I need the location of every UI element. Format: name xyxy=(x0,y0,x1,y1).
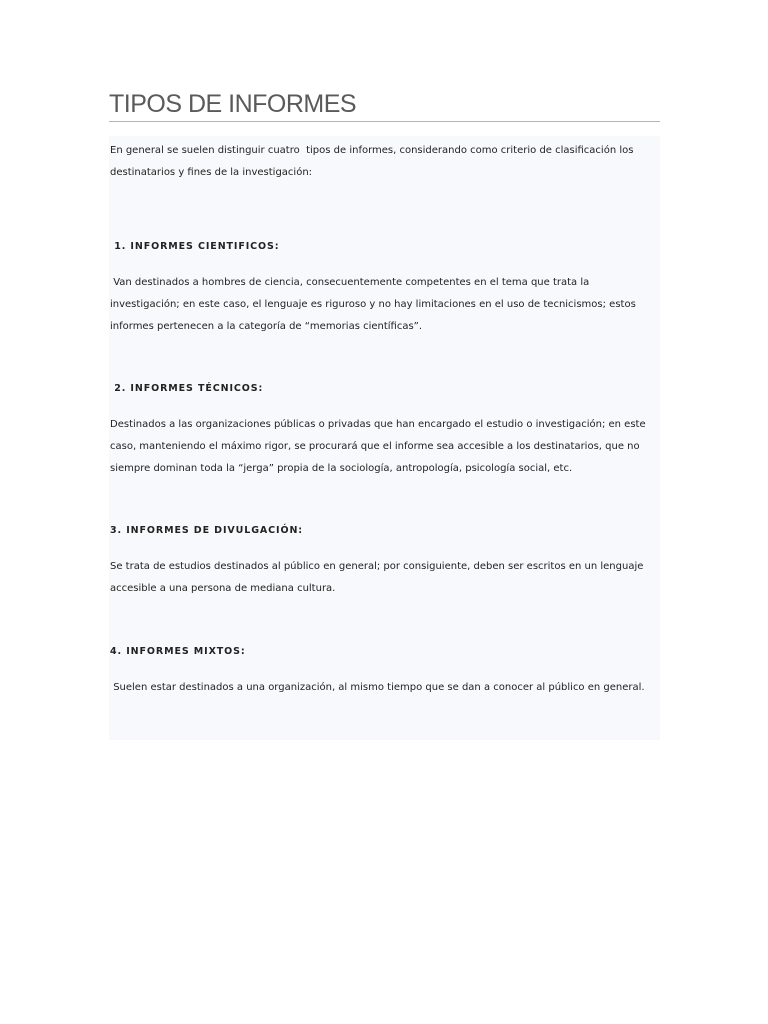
section-paragraph: Se trata de estudios destinados al público en general; por consiguiente, deben ser escritos en un lenguaje accesible a una persona de mediana cultura. xyxy=(110,561,647,594)
section-heading: 1. INFORMES CIENTIFICOS: xyxy=(110,241,280,252)
section-informes-divulgacion xyxy=(110,520,659,600)
section-paragraph: Destinados a las organizaciones públicas o privadas que han encargado el estudio o investigación; en este caso, manteniendo el máximo rigor, se procurará que el informe sea accesible a los destinatarios, que no siempre dominan toda la “jerga” propia de la sociología, antropología, psicología social, etc. xyxy=(110,419,649,474)
section-informes-tecnicos xyxy=(110,378,659,480)
section-informes-cientificos xyxy=(110,236,659,338)
section-informes-mixtos xyxy=(110,641,659,699)
section-paragraph: Suelen estar destinados a una organización, al mismo tiempo que se dan a conocer al público en general. xyxy=(110,682,645,693)
intro-paragraph: En general se suelen distinguir cuatro tipos de informes, considerando como criterio de clasificación los destinatarios y fines de la investigación: xyxy=(110,145,637,178)
section-heading: 2. INFORMES TÉCNICOS: xyxy=(110,383,264,394)
section-heading: 3. INFORMES DE DIVULGACIÓN: xyxy=(110,525,303,536)
document-body xyxy=(109,136,660,740)
title-divider xyxy=(109,121,660,122)
page-title: TIPOS DE INFORMES xyxy=(109,90,357,118)
section-heading: 4. INFORMES MIXTOS: xyxy=(110,646,246,657)
document-page xyxy=(109,0,660,740)
section-paragraph: Van destinados a hombres de ciencia, consecuentemente competentes en el tema que trata la investigación; en este caso, el lenguaje es riguroso y no hay limitaciones en el uso de tecnicismos; estos informes pertenecen a la categoría de “memorias científicas”. xyxy=(110,277,639,332)
